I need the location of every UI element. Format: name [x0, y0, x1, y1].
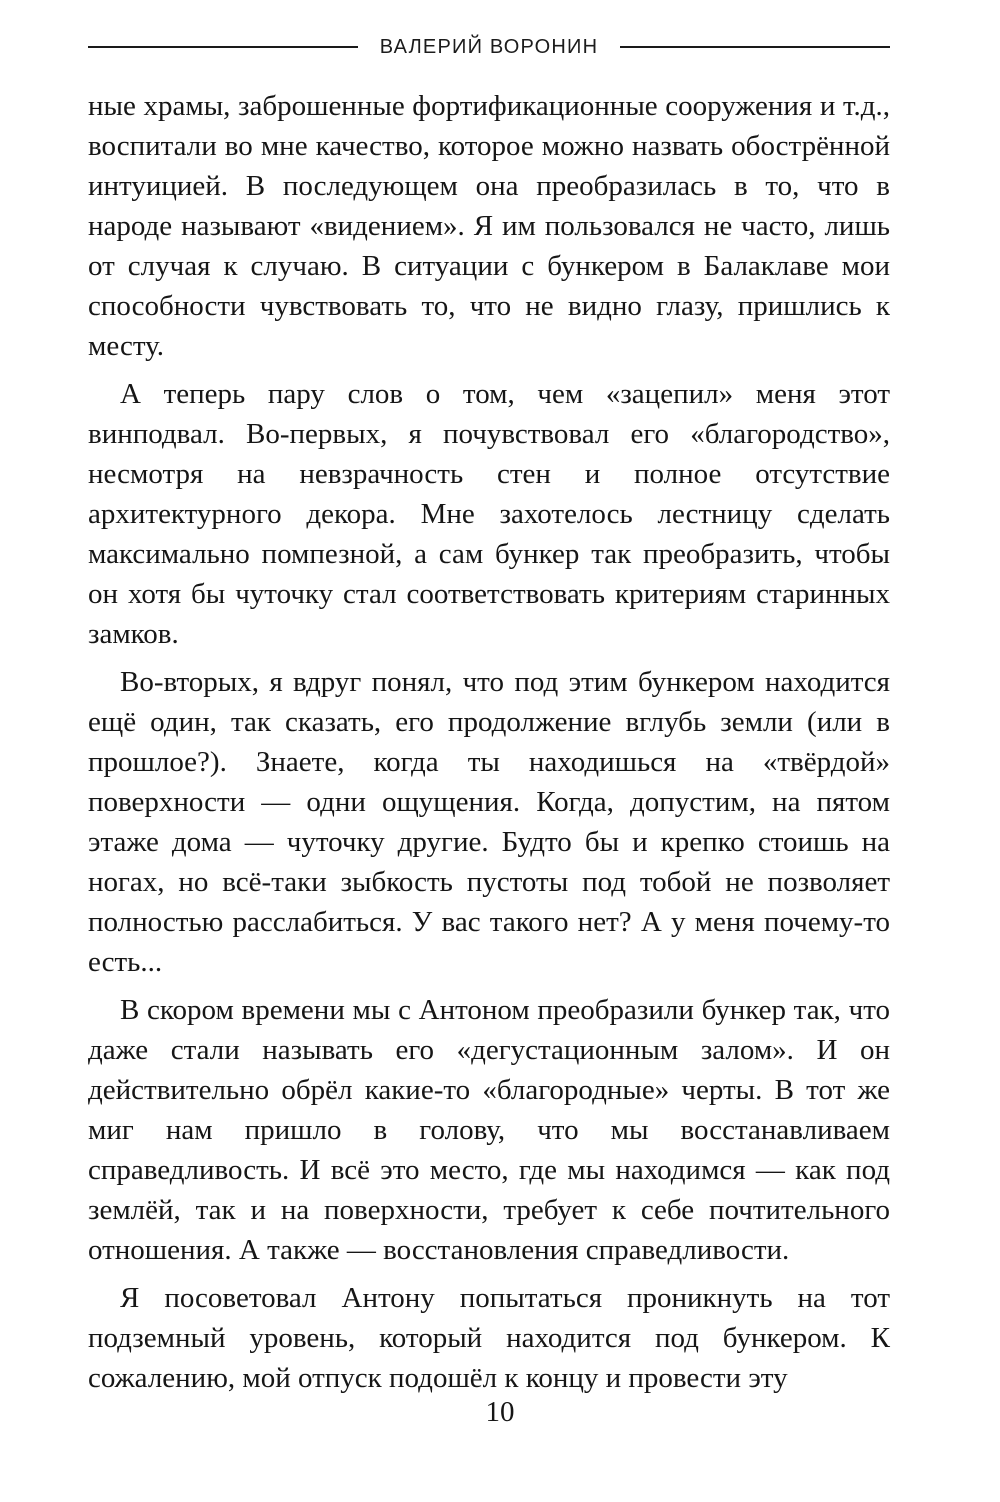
paragraph: Во-вторых, я вдруг понял, что под этим бункером находится ещё один, так сказать, его продолжение вглубь земли (или в прошлое?). Знаете, когда ты находишься на «твёрдой» поверхности — одни ощущения. Когда, допустим, на пятом этаже дома — чуточку другие. Будто бы и крепко стоишь на ногах, но всё-таки зыбкость пустоты под тобой не позволяет полностью расслабиться. У вас такого нет? А у меня почему-то есть...	[88, 666, 890, 978]
header-rule-left	[88, 46, 358, 48]
paragraph-continued: ные храмы, заброшенные фортификационные сооружения и т.д., воспитали во мне качество, которое можно назвать обострённой интуицией. В последующем она преобразилась в то, что в народе называют «видением». Я им пользовался не часто, лишь от случая к случаю. В ситуации с бункером в Балаклаве мои способности чувствовать то, что не видно глазу, пришлись к месту.	[88, 90, 890, 362]
paragraph: Я посоветовал Антону попытаться проникнуть на тот подземный уровень, который находится под бункером. К сожалению, мой отпуск подошёл к концу и провести эту	[88, 1282, 890, 1394]
page-number: 10	[485, 1396, 515, 1428]
header-rule-right	[620, 46, 890, 48]
page-body	[88, 86, 890, 1398]
running-header	[88, 30, 890, 64]
paragraph: А теперь пару слов о том, чем «зацепил» меня этот винподвал. Во-первых, я почувствовал его «благородство», несмотря на невзрачность стен и полное отсутствие архитектурного декора. Мне захотелось лестницу сделать максимально помпезной, а сам бункер так преобразить, чтобы он хотя бы чуточку стал соответствовать критериям старинных замков.	[88, 378, 890, 650]
running-title: ВАЛЕРИЙ ВОРОНИН	[379, 35, 599, 58]
paragraph: В скором времени мы с Антоном преобразили бункер так, что даже стали называть его «дегустационным залом». И он действительно обрёл какие-то «благородные» черты. В тот же миг нам пришло в голову, что мы восстанавливаем справедливость. И всё это место, где мы находимся — как под землёй, так и на поверхности, требует к себе почтительного отношения. А также — восстановления справедливости.	[88, 994, 890, 1266]
